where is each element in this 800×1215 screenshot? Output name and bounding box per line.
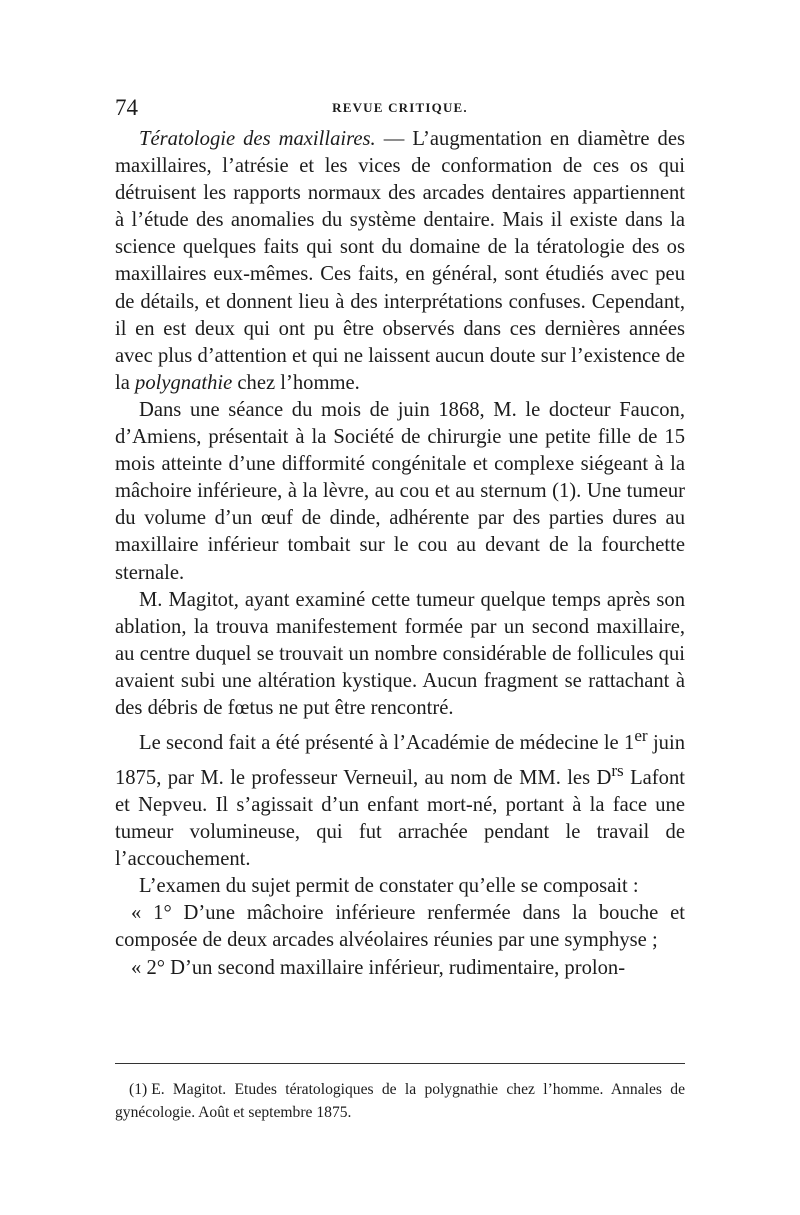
superscript: rs xyxy=(611,761,624,781)
superscript: er xyxy=(634,726,648,746)
body-text xyxy=(115,126,685,982)
section-title: Tératologie des maxillaires. xyxy=(139,128,376,150)
page-number: 74 xyxy=(115,95,138,120)
paragraph-teratologie xyxy=(115,126,685,397)
footnote xyxy=(115,1078,685,1124)
footnote-divider xyxy=(115,1063,685,1064)
footnote-ref: (1) xyxy=(129,1081,148,1098)
paragraph-magitot: M. Magitot, ayant examiné cette tumeur quelque temps après son ablation, la trouva manifestement formée par un second maxillaire, au centre duquel se trouvait un nombre considérable de follicules qui avaient subi une altération kystique. Aucun fragment se rattachant à des débris de fœtus ne put être rencontré. xyxy=(115,588,685,719)
paragraph-item-1: « 1° D’une mâchoire inférieure renfermée dans la bouche et composée de deux arcades alvéolaires réunies par une symphyse ; xyxy=(115,902,685,952)
running-title: REVUE CRITIQUE. xyxy=(332,100,468,115)
paragraph-text-end: chez l’homme. xyxy=(232,371,360,394)
paragraph-examen: L’examen du sujet permit de constater qu’elle se composait : xyxy=(139,875,639,898)
paragraph-text: juin 1875, par M. le professeur Verneuil, au nom de MM. les D xyxy=(115,731,685,789)
paragraph-text: Lafont et Nepveu. Il s’agissait d’un enfant mort-né, portant à la face une tumeur volumineuse, qui fut arrachée pendant le travail de l’accouchement. xyxy=(115,766,685,871)
paragraph-item-2: « 2° D’un second maxillaire inférieur, rudimentaire, prolon- xyxy=(131,956,626,979)
paragraph-text: Le second fait a été présenté à l’Académie de médecine le 1 xyxy=(139,731,635,754)
italic-term: polygnathie xyxy=(135,371,233,394)
paragraph-second-fait xyxy=(115,722,685,873)
page-header xyxy=(115,95,685,125)
paragraph-faucon: Dans une séance du mois de juin 1868, M. le docteur Faucon, d’Amiens, présentait à la Société de chirurgie une petite fille de 15 mois atteinte d’une difformité congénitale et complexe siégeant à la mâchoire inférieure, à la lèvre, au cou et au sternum (1). Une tumeur du volume d’un œuf de dinde, adhérente par des parties dures au maxillaire inférieur tombait sur le cou au devant de la fourchette sternale. xyxy=(115,398,685,584)
footnote-text: E. Magitot. Etudes tératologiques de la polygnathie chez l’homme. Annales de gynécologie. Août et septembre 1875. xyxy=(115,1081,685,1121)
paragraph-text: — L’augmentation en diamètre des maxillaires, l’atrésie et les vices de conformation de ces os qui détruisent les rapports normaux des arcades dentaires appartiennent à l’étude des anomalies du système dentaire. Mais il existe dans la science quelques faits qui sont du domaine de la tératologie des os maxillaires eux-mêmes. Ces faits, en général, sont étudiés avec peu de détails, et donnent lieu à des interprétations confuses. Cependant, il en est deux qui ont pu être observés dans ces dernières années avec plus d’attention et qui ne laissent aucun doute sur l’existence de la xyxy=(115,128,685,394)
